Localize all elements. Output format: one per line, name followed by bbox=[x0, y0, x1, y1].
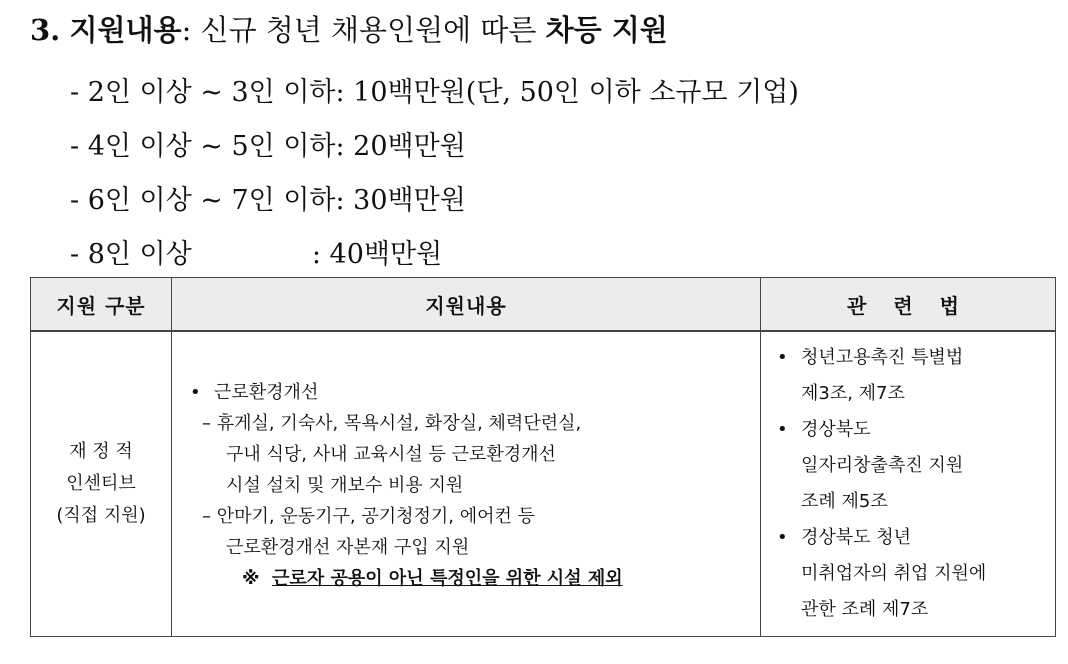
category-line: 재 정 적 bbox=[69, 441, 133, 462]
content-line: 근로환경개선 자본재 구입 지원 bbox=[226, 536, 470, 558]
law-line bbox=[777, 412, 1047, 448]
law-cell bbox=[761, 331, 1056, 637]
header-law: 관 련 법 bbox=[761, 278, 1056, 332]
law-line: 일자리창출촉진 지원 bbox=[801, 455, 964, 476]
content-cell bbox=[172, 331, 761, 637]
bullet-icon: • bbox=[777, 527, 788, 548]
category-line: 인센티브 bbox=[66, 473, 136, 494]
section-number: 3. bbox=[30, 13, 61, 47]
content-line: 시설 설치 및 개보수 비용 지원 bbox=[226, 474, 464, 496]
bullet-icon: • bbox=[777, 347, 788, 368]
support-item: - 8인 이상 : 40백만원 bbox=[70, 239, 443, 270]
support-list bbox=[70, 66, 799, 282]
content-line: 구내 식당, 사내 교육시설 등 근로환경개선 bbox=[226, 443, 556, 465]
law-text: 경상북도 청년 bbox=[801, 527, 912, 548]
content-line: – 휴게실, 기숙사, 목욕시설, 화장실, 체력단련실, bbox=[202, 412, 582, 434]
content-title-line bbox=[190, 377, 750, 408]
law-line: 조례 제5조 bbox=[801, 491, 888, 512]
support-item: - 6인 이상 ~ 7인 이하: 30백만원 bbox=[70, 185, 466, 216]
section-emphasis: 차등 지원 bbox=[545, 13, 668, 47]
content-title: 근로환경개선 bbox=[214, 381, 319, 403]
law-line: 제3조, 제7조 bbox=[801, 383, 905, 404]
bullet-icon: • bbox=[190, 381, 201, 403]
bullet-icon: • bbox=[777, 419, 788, 440]
exclusion-note bbox=[190, 563, 750, 594]
reference-mark-icon: ※ bbox=[242, 567, 260, 589]
category-line: (직접 지원) bbox=[56, 505, 146, 526]
law-line bbox=[777, 520, 1047, 556]
support-table bbox=[30, 277, 1056, 637]
header-content: 지원내용 bbox=[172, 278, 761, 332]
law-line: 관한 조례 제7조 bbox=[801, 599, 929, 620]
section-heading bbox=[30, 10, 668, 50]
section-text: : 신규 청년 채용인원에 따른 bbox=[181, 13, 546, 47]
law-text: 청년고용촉진 특별법 bbox=[801, 347, 964, 368]
table-header-row bbox=[31, 278, 1056, 332]
exclusion-note-text: 근로자 공용이 아닌 특정인을 위한 시설 제외 bbox=[272, 567, 623, 589]
support-item: - 4인 이상 ~ 5인 이하: 20백만원 bbox=[70, 131, 466, 162]
category-cell bbox=[31, 331, 172, 637]
table-row bbox=[31, 331, 1056, 637]
content-line: – 안마기, 운동기구, 공기청정기, 에어컨 등 bbox=[202, 505, 535, 527]
law-line bbox=[777, 340, 1047, 376]
support-item: - 2인 이상 ~ 3인 이하: 10백만원(단, 50인 이하 소규모 기업) bbox=[70, 77, 799, 108]
law-line: 미취업자의 취업 지원에 bbox=[801, 563, 987, 584]
law-text: 경상북도 bbox=[801, 419, 871, 440]
section-label: 지원내용 bbox=[69, 13, 182, 47]
header-category: 지원 구분 bbox=[31, 278, 172, 332]
